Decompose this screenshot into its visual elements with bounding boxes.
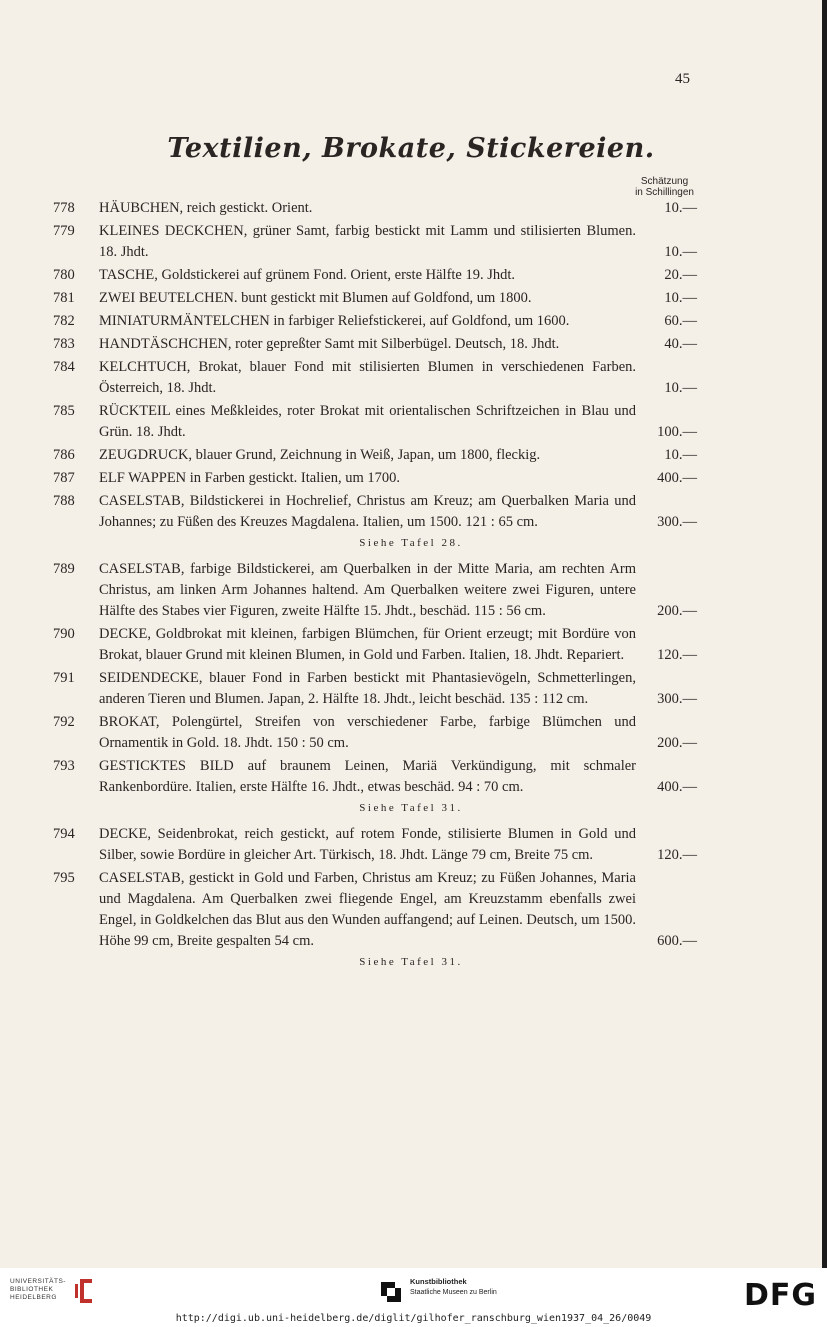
lot-description: DECKE, Seidenbrokat, reich gestickt, auf rotem Fonde, stilisierte Blumen in Gold und Silber, sowie Bordüre in gleicher Art. Türkisch, 18. Jhdt. Länge 79 cm, Breite 75 cm. xyxy=(99,826,636,863)
lot-description: BROKAT, Polengürtel, Streifen von verschiedener Farbe, farbige Blümchen und Ornamentik in Gold. 18. Jhdt. 150 : 50 cm. xyxy=(99,714,636,751)
catalog-entries xyxy=(0,198,822,978)
lot-number: 789 xyxy=(53,561,75,577)
catalog-entry xyxy=(0,824,822,866)
catalog-entry xyxy=(0,468,822,489)
lot-number: 788 xyxy=(53,493,75,509)
university-logo-icon[interactable] xyxy=(72,1276,98,1306)
catalog-entry xyxy=(0,401,822,443)
university-line-1: UNIVERSITÄTS- xyxy=(10,1278,66,1285)
lot-number: 786 xyxy=(53,447,75,463)
lot-description: HÄUBCHEN, reich gestickt. Orient. xyxy=(99,200,313,216)
plate-reference: Siehe Tafel 31. xyxy=(359,956,463,968)
lot-description: KELCHTUCH, Brokat, blauer Fond mit stilisierten Blumen in verschiedenen Farben. Österreich, 18. Jhdt. xyxy=(99,359,636,396)
estimate-column-header xyxy=(635,176,694,198)
lot-description: ZEUGDRUCK, blauer Grund, Zeichnung in Weiß, Japan, um 1800, fleckig. xyxy=(99,447,541,463)
lot-description: CASELSTAB, gestickt in Gold und Farben, Christus am Kreuz; zu Füßen Johannes, Maria und Magdalena. Am Querbalken zwei fliegende Engel, am Kreuzstamm ebenfalls zwei Engel, in Goldkelchen das Blut aus den Wunden auffangend; auf Leinen. Deutsch, um 1500. Höhe 99 cm, Breite gespalten 54 cm. xyxy=(99,870,636,949)
lot-number: 778 xyxy=(53,200,75,216)
lot-description: CASELSTAB, farbige Bildstickerei, am Querbalken in der Mitte Maria, am rechten Arm Christus, am linken Arm Johannes haltend. Am Querbalken weitere zwei Figuren, untere Hälfte des Stabes vier Figuren, zweite Hälfte 15. Jhdt., beschäd. 115 : 56 cm. xyxy=(99,561,636,619)
footer-bar xyxy=(0,1268,827,1327)
lot-description: HANDTÄSCHCHEN, roter gepreßter Samt mit Silberbügel. Deutsch, 18. Jhdt. xyxy=(99,336,560,352)
lot-number: 790 xyxy=(53,626,75,642)
lot-number: 791 xyxy=(53,670,75,686)
university-library-label[interactable] xyxy=(10,1278,66,1302)
catalog-entry xyxy=(0,221,822,263)
lot-number: 793 xyxy=(53,758,75,774)
lot-description: MINIATURMÄNTELCHEN in farbiger Reliefstickerei, auf Goldfond, um 1600. xyxy=(99,313,570,329)
university-line-2: BIBLIOTHEK xyxy=(10,1286,54,1293)
lot-number: 795 xyxy=(53,870,75,886)
estimate-header-line-2: in Schillingen xyxy=(635,187,694,198)
lot-estimate: 60.— xyxy=(664,313,697,329)
lot-description: ELF WAPPEN in Farben gestickt. Italien, um 1700. xyxy=(99,470,400,486)
catalog-entry xyxy=(0,712,822,754)
lot-estimate: 40.— xyxy=(664,336,697,352)
lot-number: 787 xyxy=(53,470,75,486)
catalog-entry xyxy=(0,491,822,533)
lot-description: RÜCKTEIL eines Meßkleides, roter Brokat mit orientalischen Schriftzeichen in Blau und Grün. 18. Jhdt. xyxy=(99,403,636,440)
catalog-entry xyxy=(0,311,822,332)
lot-description: SEIDENDECKE, blauer Fond in Farben bestickt mit Phantasievögeln, Schmetterlingen, anderen Tieren und Blumen. Japan, 2. Hälfte 18. Jhdt., leicht beschäd. 135 : 112 cm. xyxy=(99,670,636,707)
lot-estimate: 10.— xyxy=(664,290,697,306)
lot-estimate: 200.— xyxy=(657,735,697,751)
catalog-entry xyxy=(0,334,822,355)
lot-description: GESTICKTES BILD auf braunem Leinen, Mariä Verkündigung, mit schmaler Rankenbordüre. Italien, erste Hälfte 16. Jhdt., etwas beschäd. 94 : 70 cm. xyxy=(99,758,636,795)
lot-estimate: 120.— xyxy=(657,647,697,663)
catalog-entry xyxy=(0,559,822,622)
lot-description: CASELSTAB, Bildstickerei in Hochrelief, Christus am Kreuz; am Querbalken Maria und Johannes; zu Füßen des Kreuzes Magdalena. Italien, um 1500. 121 : 65 cm. xyxy=(99,493,636,530)
dfg-logo[interactable]: DFG xyxy=(743,1278,817,1313)
lot-number: 782 xyxy=(53,313,75,329)
lot-estimate: 20.— xyxy=(664,267,697,283)
catalog-entry xyxy=(0,756,822,798)
lot-number: 779 xyxy=(53,223,75,239)
catalog-entry xyxy=(0,288,822,309)
lot-estimate: 120.— xyxy=(657,847,697,863)
catalog-entry xyxy=(0,624,822,666)
plate-reference: Siehe Tafel 31. xyxy=(359,802,463,814)
lot-description: KLEINES DECKCHEN, grüner Samt, farbig bestickt mit Lamm und stilisierten Blumen. 18. Jhdt. xyxy=(99,223,636,260)
page-edge-shadow xyxy=(822,0,827,1268)
lot-estimate: 400.— xyxy=(657,779,697,795)
page-title: Textilien, Brokate, Stickereien. xyxy=(167,133,655,164)
lot-number: 792 xyxy=(53,714,75,730)
lot-number: 794 xyxy=(53,826,75,842)
catalog-entry xyxy=(0,868,822,952)
lot-description: TASCHE, Goldstickerei auf grünem Fond. Orient, erste Hälfte 19. Jhdt. xyxy=(99,267,516,283)
catalog-entry xyxy=(0,668,822,710)
lot-estimate: 400.— xyxy=(657,470,697,486)
plate-reference: Siehe Tafel 28. xyxy=(359,537,463,549)
lot-estimate: 300.— xyxy=(657,514,697,530)
catalog-entry xyxy=(0,445,822,466)
page-number: 45 xyxy=(675,71,690,87)
lot-number: 784 xyxy=(53,359,75,375)
university-line-3: HEIDELBERG xyxy=(10,1294,57,1301)
lot-estimate: 300.— xyxy=(657,691,697,707)
permalink-url[interactable]: http://digi.ub.uni-heidelberg.de/diglit/gilhofer_ranschburg_wien1937_04_26/0049 xyxy=(175,1313,652,1324)
lot-estimate: 10.— xyxy=(664,447,697,463)
lot-number: 780 xyxy=(53,267,75,283)
kunstbibliothek-label[interactable] xyxy=(410,1277,497,1298)
kunstbibliothek-subtitle: Staatliche Museen zu Berlin xyxy=(410,1289,497,1296)
lot-estimate: 200.— xyxy=(657,603,697,619)
lot-estimate: 100.— xyxy=(657,424,697,440)
lot-number: 785 xyxy=(53,403,75,419)
catalog-entry xyxy=(0,198,822,219)
lot-estimate: 600.— xyxy=(657,933,697,949)
lot-estimate: 10.— xyxy=(664,200,697,216)
lot-description: ZWEI BEUTELCHEN. bunt gestickt mit Blumen auf Goldfond, um 1800. xyxy=(99,290,532,306)
lot-number: 781 xyxy=(53,290,75,306)
lot-estimate: 10.— xyxy=(664,244,697,260)
kunstbibliothek-name: Kunstbibliothek xyxy=(410,1277,467,1286)
lot-number: 783 xyxy=(53,336,75,352)
lot-description: DECKE, Goldbrokat mit kleinen, farbigen Blümchen, für Orient erzeugt; mit Bordüre von Brokat, blauer Grund mit kleinen Blumen, in Gold und Farben. Italien, 18. Jhdt. Repariert. xyxy=(99,626,636,663)
catalog-entry xyxy=(0,357,822,399)
estimate-header-line-1: Schätzung xyxy=(640,176,689,187)
kunstbibliothek-logo-icon[interactable] xyxy=(378,1278,404,1304)
lot-estimate: 10.— xyxy=(664,380,697,396)
catalog-entry xyxy=(0,265,822,286)
